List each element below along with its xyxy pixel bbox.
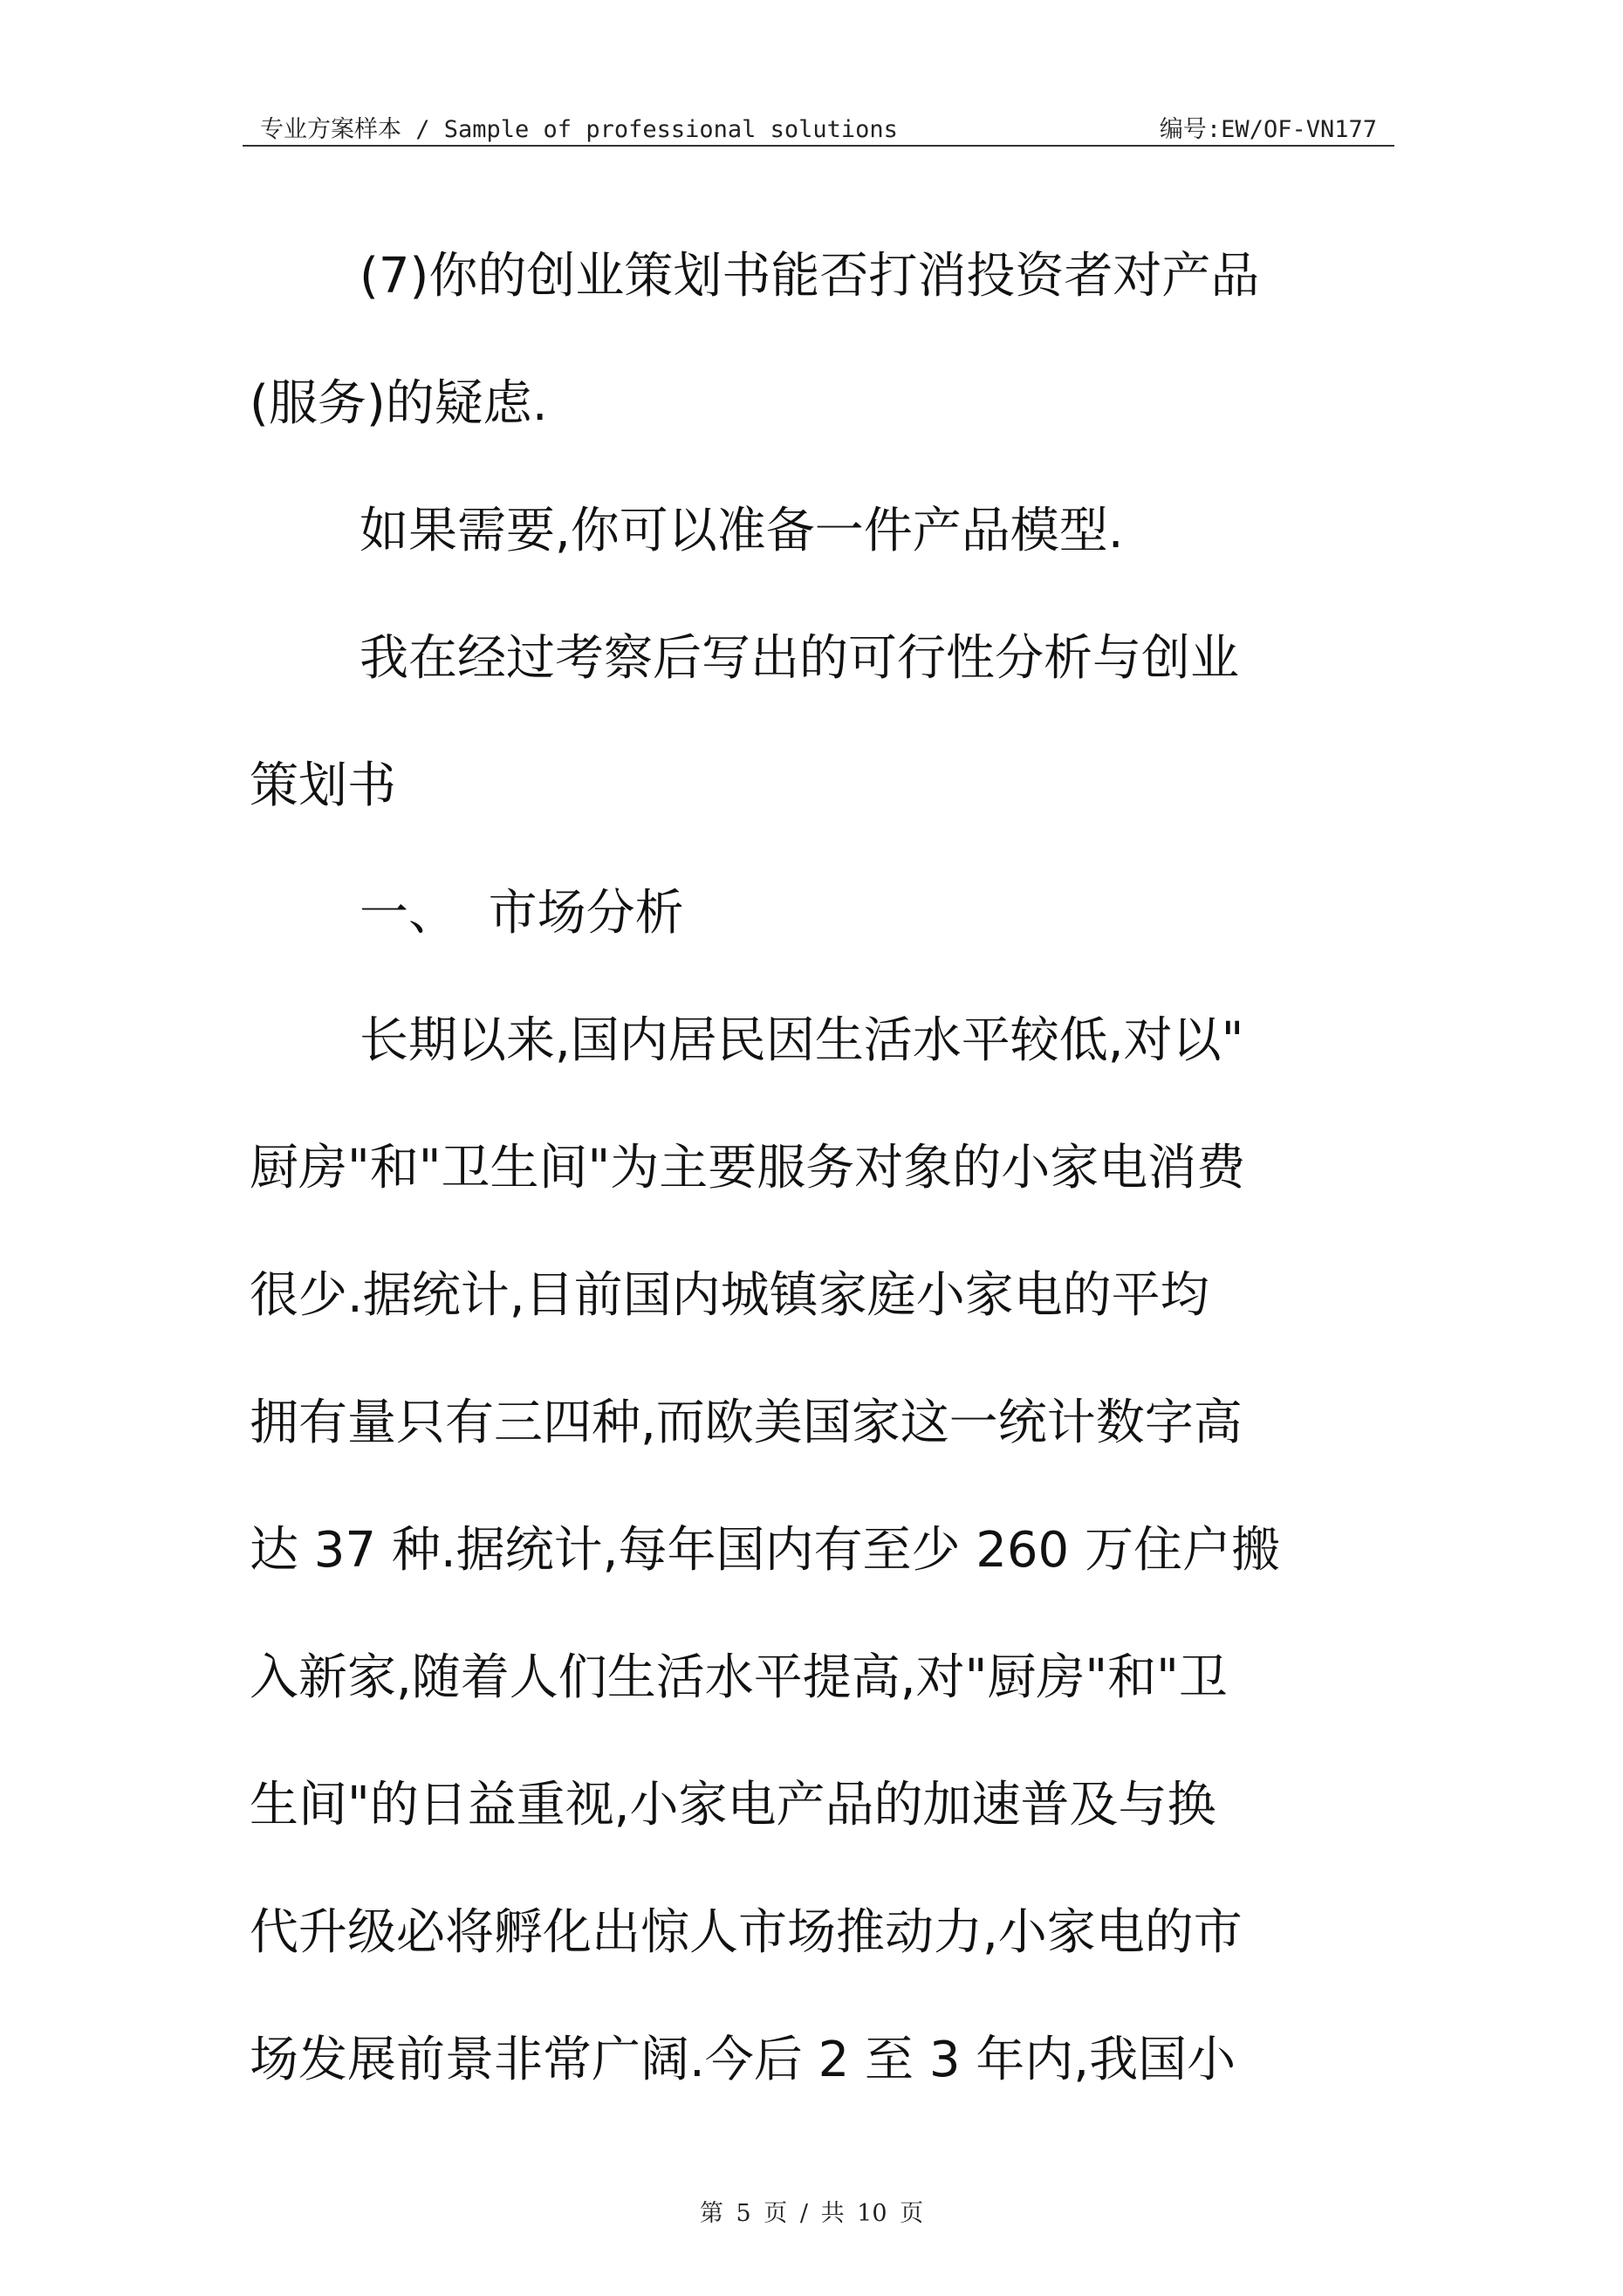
footer-separator: / [799,2200,808,2227]
header-title: 专业方案样本 / Sample of professional solutions [260,116,898,143]
paragraph-line: 达 37 种.据统计,每年国内有至少 260 万住户搬 [250,1522,1280,1579]
paragraph-line: 如果需要,你可以准备一件产品模型. [360,503,1124,559]
paragraph-line: 生间"的日益重视,小家电产品的加速普及与换 [250,1777,1216,1833]
page-header [243,103,1394,147]
total-page-count: 10 [857,2200,887,2227]
current-page-number: 5 [736,2200,751,2227]
paragraph-line: (服务)的疑虑. [250,375,548,432]
footer-total-prefix: 共 [820,2200,845,2227]
paragraph-line: 拥有量只有三四种,而欧美国家这一统计数字高 [250,1395,1243,1451]
paragraph-line: (7)你的创业策划书能否打消投资者对产品 [360,248,1260,305]
paragraph-line: 代升级必将孵化出惊人市场推动力,小家电的市 [250,1904,1243,1961]
paragraph-line: 场发展前景非常广阔.今后 2 至 3 年内,我国小 [250,2032,1236,2088]
document-body [250,213,1384,2124]
page-footer [0,2194,1623,2228]
paragraph-line: 入新家,随着人们生活水平提高,对"厨房"和"卫 [250,1649,1228,1706]
footer-total-unit: 页 [900,2200,924,2227]
paragraph-line: 厨房"和"卫生间"为主要服务对象的小家电消费 [250,1140,1246,1196]
section-heading: 一、 市场分析 [360,885,684,942]
footer-page-unit: 页 [764,2200,788,2227]
paragraph-line: 很少.据统计,目前国内城镇家庭小家电的平均 [250,1267,1209,1324]
paragraph-line: 长期以来,国内居民因生活水平较低,对以" [360,1012,1244,1069]
footer-prefix: 第 [699,2200,723,2227]
paragraph-line: 我在经过考察后写出的可行性分析与创业 [360,630,1239,687]
paragraph-line: 策划书 [250,757,396,814]
document-number: 编号:EW/OF-VN177 [1159,116,1377,143]
